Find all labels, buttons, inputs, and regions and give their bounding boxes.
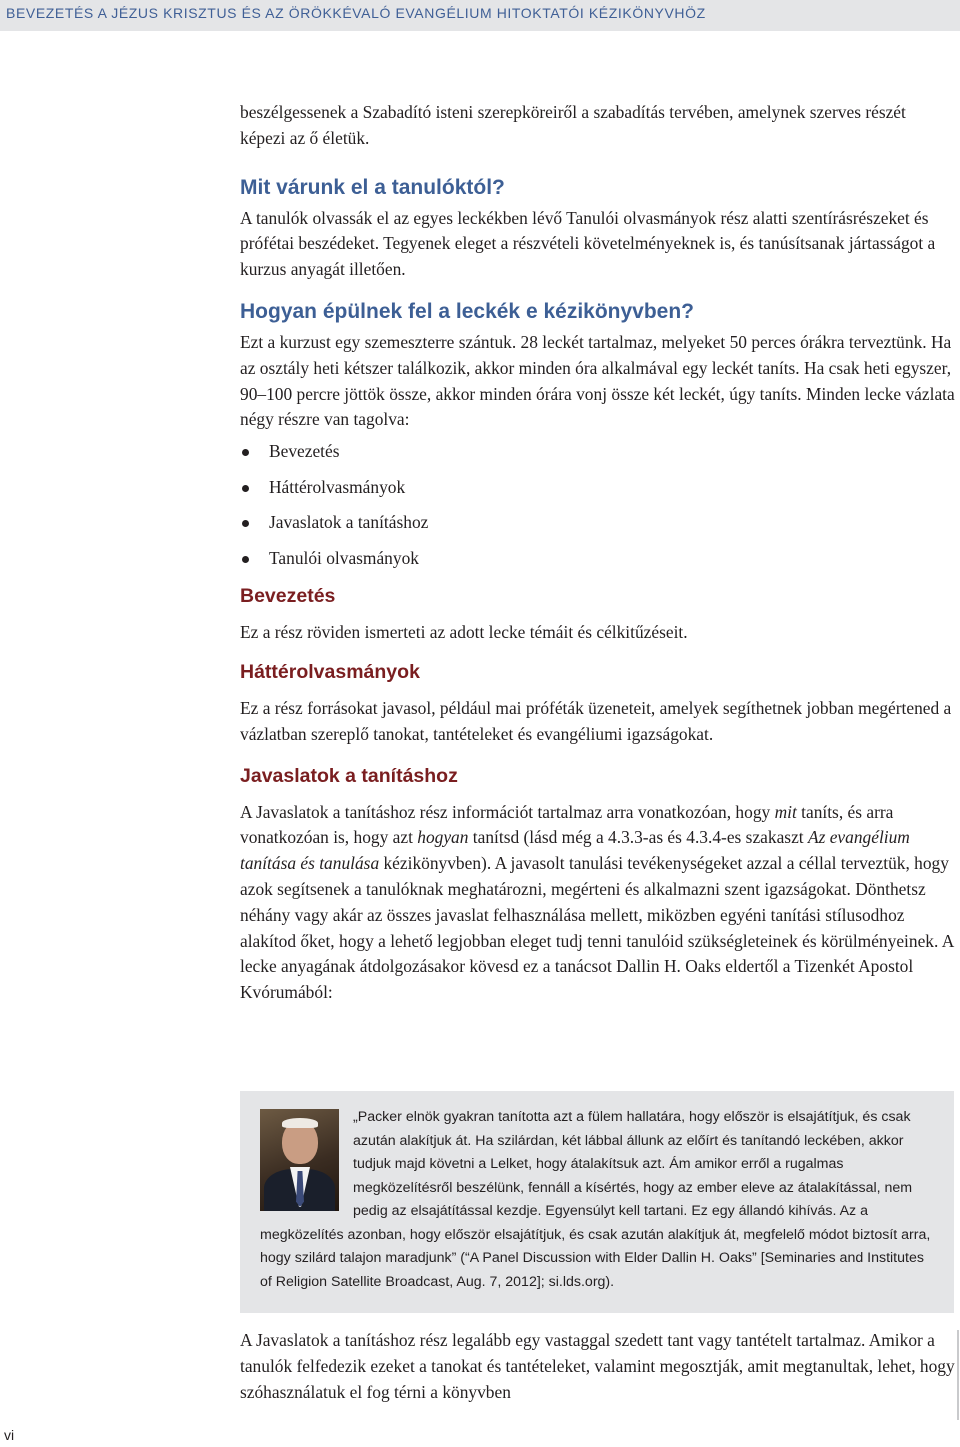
- running-header: [0, 0, 960, 31]
- bullet-icon: [242, 556, 249, 563]
- bullet-icon: [242, 520, 249, 527]
- section-heading-expectations: Mit várunk el a tanulóktól?: [240, 175, 505, 199]
- subheading-introduction: Bevezetés: [240, 585, 336, 608]
- intro-paragraph: beszélgessenek a Szabadító isteni szerepköreiről a szabadítás tervében, amelynek szerves részét képezi az ő életük.: [240, 102, 906, 148]
- bullet-icon: [242, 485, 249, 492]
- expectations-paragraph: A tanulók olvassák el az egyes leckékben lévő Tanulói olvasmányok rész alatti szentírásrészeket és prófétai beszédeket. Tegyenek eleget a részvételi követelményeknek is, és tanúsítsanak jártasságot a kurzus anyagát illetően.: [240, 207, 936, 280]
- introduction-paragraph: Ez a rész röviden ismerteti az adott lecke témáit és célkitűzéseit.: [240, 622, 688, 643]
- list-item: Bevezetés: [240, 439, 955, 475]
- teaching-suggestions-paragraph: A Javaslatok a tanításhoz rész információt tartalmaz arra vonatkozóan, hogy mit taníts, és arra vonatkozóan is, hogy azt hogyan tanítsd (lásd még a 4.3.3-as és 4.3.4-es szakaszt Az evangélium tanítása és tanulása kézikönyvben). A javasolt tanulási tevékenységeket azzal a céllal terveztük, hogy azok segítsenek a tanulóknak meghatározni, megérteni és alkalmazni szent igazságokat. Dönthetsz néhány vagy akár az összes javaslat felhasználása mellett, miközben egyéni tanítási stílusodhoz alakítod őket, hogy a lehető legjobban eleget tudj tenni tanulóid szükségleteinek és körülményeinek. A lecke anyagának átdolgozásakor kövesd ez a tanácsot Dallin H. Oaks eldertől a Tizenkét Apostol Kvórumából:: [240, 801, 954, 1003]
- section-heading-lesson-structure: Hogyan épülnek fel a leckék e kézikönyvben?: [240, 299, 695, 323]
- bullet-icon: [242, 449, 249, 456]
- bottom-paragraph: A Javaslatok a tanításhoz rész legalább egy vastaggal szedett tant vagy tantételt tartalmaz. Amikor a tanulók felfedezik ezeket a tanokat és tantételeket, valamint megosztják, amit megtanultak, lehet, hogy szóhasználatuk el fog térni a könyvben: [240, 1330, 955, 1402]
- list-item: Háttérolvasmányok: [240, 475, 955, 511]
- bottom-content: [240, 1328, 955, 1405]
- subheading-background: Háttérolvasmányok: [240, 660, 420, 683]
- page-number: vi: [4, 1427, 15, 1443]
- subheading-teaching-suggestions: Javaslatok a tanításhoz: [240, 764, 458, 787]
- quote-content: [260, 1106, 932, 1294]
- list-item: Javaslatok a tanításhoz: [240, 510, 955, 546]
- speaker-portrait: [260, 1109, 339, 1211]
- quote-text: „Packer elnök gyakran tanította azt a fülem hallatára, hogy először is elsajátítjuk, és csak azután alakítjuk át. Ha szilárdan, két lábbal állunk az előírt és tanítandó leckében, akkor tudjuk majd követni a Lelket, hogy átalakítsuk azt. Ám amikor erről a rugalmas megközelítésről beszélünk, fennáll a kísértés, hogy az ember eleve az átalakítással, nem pedig az elsajátítással kezdje. Egyensúlyt kell tartani. Ez egy állandó kihívás. Az a megközelítés azonban, hogy először elsajátítjuk, és csak azután alakítjuk át, megfelelő módot biztosít arra, hogy szilárd talajon maradjunk” (“A Panel Discussion with Elder Dallin H. Oaks” [Seminaries and Institutes of Religion Satellite Broadcast, Aug. 7, 2012]; si.lds.org).: [260, 1109, 931, 1290]
- main-content: [240, 100, 955, 1006]
- lesson-structure-paragraph: Ezt a kurzust egy szemeszterre szántuk. 28 leckét tartalmaz, melyeket 50 perces órákra terveztünk. Ha az osztály heti kétszer találkozik, akkor minden óra alkalmával egy leckét taníts. Ha csak heti egyszer, 90–100 percre jöttök össze, akkor minden órára vonj össze két leckét, úgy taníts. Minden lecke vázlata négy részre van tagolva:: [240, 331, 955, 430]
- header-title: BEVEZETÉS A JÉZUS KRISZTUS ÉS AZ ÖRÖKKÉVALÓ EVANGÉLIUM HITOKTATÓI KÉZIKÖNYVHÖZ: [6, 5, 706, 21]
- list-item: Tanulói olvasmányok: [240, 546, 955, 582]
- background-paragraph: Ez a rész forrásokat javasol, például mai próféták üzeneteit, amelyek segíthetnek jobban megértened a vázlatban szereplő tanokat, tantételeket és evangéliumi igazságokat.: [240, 697, 952, 744]
- margin-rule: [957, 1330, 959, 1420]
- lesson-parts-list: [240, 439, 955, 581]
- quote-box: [240, 1091, 954, 1313]
